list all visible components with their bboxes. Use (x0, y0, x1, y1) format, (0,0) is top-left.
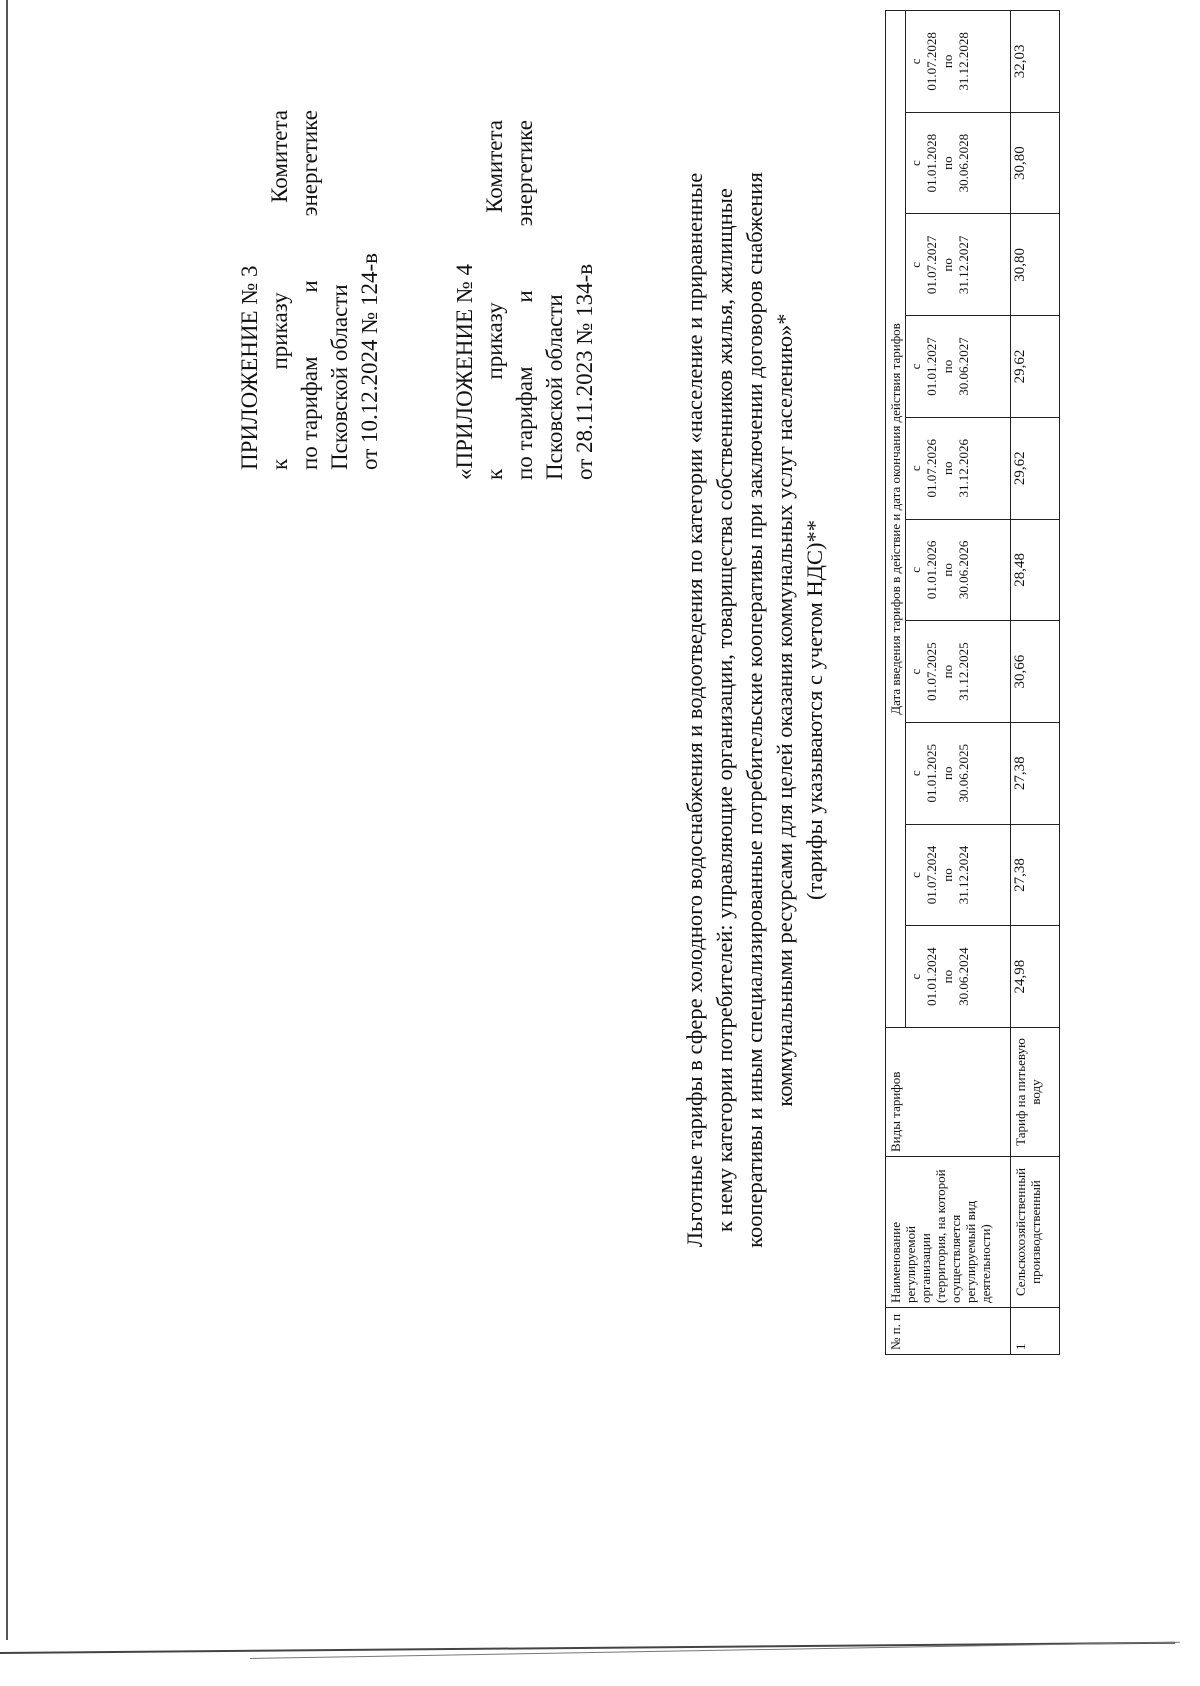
tariff-value: 28,48 (1011, 519, 1060, 621)
document-heading (680, 40, 830, 1380)
appendix-4-line-4: от 28.11.2023 № 134-в (572, 263, 597, 480)
period-start: 01.01.2024 (924, 947, 939, 1006)
tariffs-table (885, 10, 1060, 1355)
period-to: по (940, 766, 955, 781)
header-num: № п. п (886, 1308, 1011, 1355)
appendix-3-word: по тарифам (297, 356, 322, 470)
period-start: 01.07.2028 (924, 32, 939, 91)
appendix-4-word: по тарифам (512, 366, 537, 480)
period-start: 01.07.2027 (924, 235, 939, 295)
period-start: 01.07.2024 (924, 845, 939, 905)
row-num: 1 (1011, 1308, 1060, 1355)
appendix-3-title: ПРИЛОЖЕНИЕ № 3 (237, 265, 262, 470)
heading-line-4: коммунальными ресурсами для целей оказания коммунальных услуг населению»* (772, 313, 797, 1107)
period-end: 30.06.2025 (956, 744, 971, 803)
period-header (906, 316, 1011, 418)
row-kind: Тариф на питьевую воду (1011, 1028, 1060, 1157)
appendix-4-word: Комитета (482, 120, 507, 213)
tariff-value: 30,80 (1011, 214, 1060, 316)
header-organization: Наименование регулируемой организации (территория, на которой осуществляется регулируемый вид деятельности) (886, 1157, 1011, 1308)
period-from: с (908, 465, 923, 472)
period-from: с (908, 58, 923, 65)
period-from: с (908, 567, 923, 573)
heading-line-1: Льготные тарифы в сфере холодного водоснабжения и водоотведения по категории «население и приравненные (682, 172, 707, 1248)
appendix-4-word: приказу (482, 302, 507, 380)
period-end: 30.06.2027 (956, 337, 971, 396)
period-header (906, 722, 1011, 824)
period-header (906, 519, 1011, 621)
appendix-3-word: Комитета (267, 110, 292, 203)
period-to: по (940, 664, 955, 679)
appendix-4-word: к (482, 468, 507, 480)
period-header (906, 11, 1011, 113)
appendix-3-block (235, 110, 385, 470)
period-to: по (940, 969, 955, 984)
period-header (906, 214, 1011, 316)
appendix-4-block (450, 120, 600, 480)
period-end: 31.12.2024 (956, 845, 971, 905)
tariff-value: 24,98 (1011, 926, 1060, 1028)
period-from: с (908, 668, 923, 675)
header-dates: Дата введения тарифов в действие и дата окончания действия тарифов (886, 11, 906, 1028)
tariff-value: 29,62 (1011, 316, 1060, 418)
period-from: с (908, 872, 923, 878)
period-end: 31.12.2028 (956, 32, 971, 91)
period-start: 01.01.2028 (924, 133, 939, 193)
appendix-4-line-2 (510, 120, 540, 480)
period-start: 01.07.2025 (924, 642, 939, 701)
appendix-4-line-1 (480, 120, 510, 480)
period-header (906, 417, 1011, 519)
tariffs-body (1011, 11, 1060, 1355)
period-start: 01.01.2026 (924, 540, 939, 600)
appendix-3-line-1 (265, 110, 295, 470)
period-to: по (940, 868, 955, 882)
appendix-3-line-4: от 10.12.2024 № 124-в (357, 253, 382, 470)
appendix-4-line-3: Псковской области (542, 294, 567, 480)
period-header (906, 926, 1011, 1028)
period-header (906, 621, 1011, 723)
period-to: по (940, 563, 955, 577)
appendix-3-word: к (267, 458, 292, 470)
heading-line-3: кооперативы и иным специализированные потребительские кооперативы при заключении договоров снабжения (742, 172, 767, 1248)
period-from: с (908, 973, 923, 980)
period-end: 31.12.2025 (956, 642, 971, 701)
appendix-4-title: «ПРИЛОЖЕНИЕ № 4 (452, 263, 477, 480)
tariff-value: 29,62 (1011, 417, 1060, 519)
period-end: 31.12.2026 (956, 438, 971, 498)
tariff-value: 30,66 (1011, 621, 1060, 723)
heading-line-2: к нему категории потребителей: управляющие организации, товарищества собственников жилья, жилищные (712, 188, 737, 1232)
appendix-3-line-3: Псковской области (327, 284, 352, 470)
header-tariff-kind: Виды тарифов (886, 1028, 1011, 1157)
heading-line-5: (тарифы указываются с учетом НДС)** (802, 520, 827, 900)
row-org: Сельскохозяйственный производственный (1011, 1157, 1060, 1308)
page-left-edge (6, 0, 8, 1640)
period-from: с (908, 770, 923, 777)
appendix-3-word: приказу (267, 292, 292, 370)
period-to: по (940, 258, 955, 272)
appendix-3-word: энергетике (297, 110, 322, 217)
period-from: с (908, 160, 923, 167)
period-start: 01.01.2027 (924, 337, 939, 396)
appendix-3-word: и (297, 280, 322, 293)
appendix-3-line-2 (295, 110, 325, 470)
document-page (60, 0, 1120, 1560)
period-header (906, 824, 1011, 926)
header-row (886, 11, 906, 1355)
period-start: 01.01.2025 (924, 744, 939, 803)
period-from: с (908, 261, 923, 268)
period-to: по (940, 359, 955, 374)
period-to: по (940, 461, 955, 475)
period-from: с (908, 363, 923, 370)
period-to: по (940, 156, 955, 170)
table-row (1011, 11, 1060, 1355)
period-start: 01.07.2026 (924, 438, 939, 498)
period-header (906, 112, 1011, 214)
tariff-value: 32,03 (1011, 11, 1060, 113)
period-end: 31.12.2027 (956, 235, 971, 295)
tariff-value: 30,80 (1011, 112, 1060, 214)
period-end: 30.06.2026 (956, 540, 971, 600)
appendix-4-word: энергетике (512, 120, 537, 227)
period-end: 30.06.2028 (956, 133, 971, 193)
period-end: 30.06.2024 (956, 947, 971, 1006)
period-to: по (940, 54, 955, 69)
tariff-value: 27,38 (1011, 722, 1060, 824)
appendix-4-word: и (512, 290, 537, 303)
tariff-value: 27,38 (1011, 824, 1060, 926)
